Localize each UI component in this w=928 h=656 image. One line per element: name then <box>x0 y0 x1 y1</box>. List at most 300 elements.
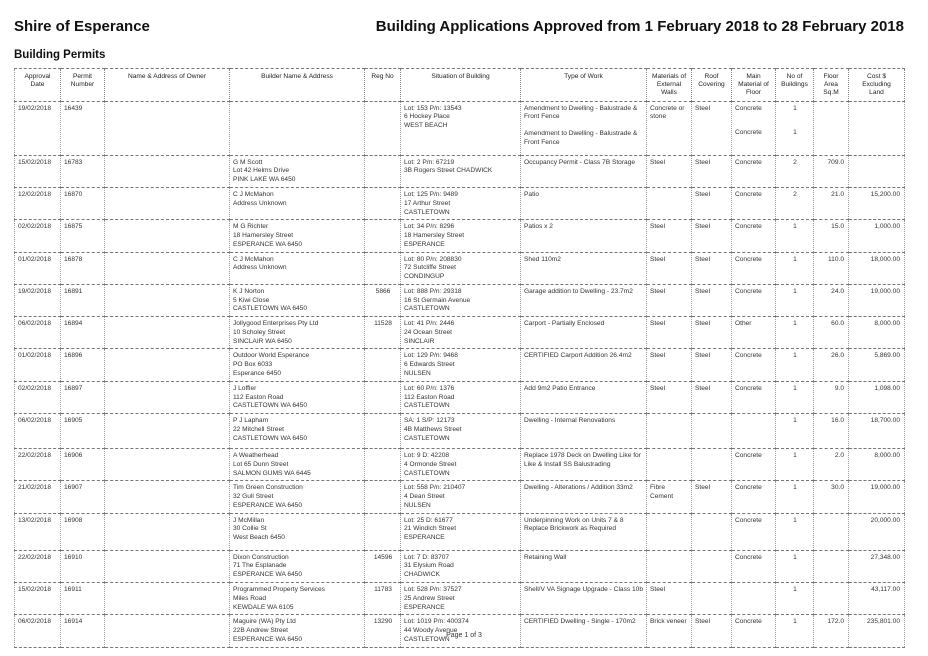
cost-cell <box>849 317 905 349</box>
no-buildings-cell <box>776 155 814 187</box>
cell-text: 709.0 <box>827 158 844 166</box>
materials-walls-cell <box>647 481 692 513</box>
cell-text: Concrete or stone <box>650 104 685 121</box>
type-of-work-cell <box>521 317 647 349</box>
cell-text: 32 Gull Street <box>233 493 274 501</box>
table-row <box>15 513 905 550</box>
cost-cell <box>849 284 905 316</box>
no-buildings-cell <box>776 317 814 349</box>
cell-text: Steel <box>650 320 666 328</box>
approval-date-cell <box>15 582 61 614</box>
cell-text: 18,700.00 <box>870 417 900 425</box>
cell-text: 8,000.00 <box>874 452 900 460</box>
cell-text: 1 <box>793 585 797 593</box>
floor-material-cell <box>732 381 776 413</box>
cell-text: 06/02/2018 <box>18 618 52 626</box>
cell-text: Lot 65 Dunn Street <box>233 460 289 468</box>
owner-cell <box>105 317 230 349</box>
floor-material-cell <box>732 252 776 284</box>
cell-text: Outdoor World Esperance <box>233 352 310 360</box>
floor-material-cell <box>732 101 776 155</box>
cell-text: WEST BEACH <box>404 122 448 130</box>
roof-covering-cell <box>692 101 732 155</box>
cell-text: Lot: 60 P/n: 1376 <box>404 384 455 392</box>
cell-text: Address Unknown <box>233 264 287 272</box>
cell-text: Concrete <box>735 223 762 231</box>
cell-text: 16911 <box>64 585 82 593</box>
cell-text: Lot: 558 P/n: 210407 <box>404 484 466 492</box>
cell-text: 16914 <box>64 618 83 626</box>
cell-text: 06/02/2018 <box>18 417 52 425</box>
cell-text: SINCLAIR <box>404 337 435 345</box>
cell-text: 1 <box>793 618 797 626</box>
column-header-line: Permit <box>72 73 93 80</box>
column-header-line: Number <box>70 81 95 89</box>
permit-number-cell <box>61 252 105 284</box>
approval-date-cell <box>15 615 61 647</box>
cell-text: 235,801.00 <box>866 618 900 626</box>
cell-text: PINK LAKE WA 6450 <box>233 176 296 184</box>
permit-number-cell <box>61 317 105 349</box>
approval-date-cell <box>15 449 61 481</box>
situation-cell <box>401 481 521 513</box>
materials-walls-cell <box>647 155 692 187</box>
col-type-of-work <box>521 69 647 102</box>
cell-text: Steel <box>650 585 666 593</box>
cell-text: 22B Andrew Street <box>233 627 288 635</box>
cost-cell <box>849 449 905 481</box>
page-number: Page 1 of 3 <box>446 632 482 639</box>
no-buildings-cell <box>776 101 814 155</box>
situation-cell <box>401 252 521 284</box>
cell-text: 16.0 <box>831 417 844 425</box>
roof-covering-cell <box>692 449 732 481</box>
cell-text: Maguire (WA) Pty Ltd <box>233 618 296 626</box>
materials-walls-cell <box>647 220 692 252</box>
cell-text: Amendment to Dwelling - Balustrade & Front Fence <box>524 130 638 146</box>
cell-text: M G Richter <box>233 223 269 231</box>
cell-text: 16908 <box>64 516 83 524</box>
cell-text: 10 Scholey Street <box>233 328 286 336</box>
cell-text: Fibre Cement <box>650 484 674 501</box>
col-permit-number <box>61 69 105 102</box>
cell-text: 1 <box>793 352 797 360</box>
permits-table <box>14 68 905 648</box>
cell-text: Steel <box>695 352 711 360</box>
cell-text: Steel <box>695 158 711 166</box>
cell-text: 16894 <box>64 320 83 328</box>
approval-date-cell <box>15 252 61 284</box>
type-of-work-cell <box>521 155 647 187</box>
cell-text: 6 Hockey Place <box>404 113 450 121</box>
floor-area-cell <box>814 220 849 252</box>
floor-material-cell <box>732 317 776 349</box>
floor-area-cell <box>814 155 849 187</box>
cost-cell <box>849 381 905 413</box>
floor-area-cell <box>814 252 849 284</box>
permit-number-cell <box>61 513 105 550</box>
reg-no-cell <box>365 481 401 513</box>
permits-table-wrapper <box>14 68 904 648</box>
cell-text: 72 Sutcliffe Street <box>404 264 456 272</box>
cell-text: CASTLETOWN <box>404 305 450 313</box>
column-header-line: Approval <box>24 73 51 80</box>
cell-text: Lot: 80 P/n: 208830 <box>404 255 462 263</box>
reg-no-cell <box>365 188 401 220</box>
materials-walls-cell <box>647 582 692 614</box>
type-of-work-cell <box>521 349 647 381</box>
cell-text: CASTLETOWN <box>404 208 450 216</box>
no-buildings-cell <box>776 449 814 481</box>
cost-cell <box>849 101 905 155</box>
column-header-line: Floor <box>823 73 839 80</box>
builder-cell <box>230 481 365 513</box>
type-of-work-cell <box>521 188 647 220</box>
owner-cell <box>105 155 230 187</box>
type-of-work-cell <box>521 220 647 252</box>
cost-cell <box>849 155 905 187</box>
permit-number-cell <box>61 188 105 220</box>
type-of-work-cell <box>521 481 647 513</box>
cell-text: PO Box 6033 <box>233 361 273 369</box>
reg-no-cell <box>365 550 401 582</box>
col-approval-date <box>15 69 61 102</box>
cell-text: Occupancy Permit - Class 7B Storage <box>524 158 636 166</box>
cell-text: Replace 1978 Deck on Dwelling Like for Like & Install SS Balustrading <box>524 452 641 468</box>
floor-material-cell <box>732 220 776 252</box>
cell-text: Concrete <box>735 484 762 492</box>
type-of-work-cell <box>521 101 647 155</box>
materials-walls-cell <box>647 449 692 481</box>
table-row <box>15 414 905 449</box>
cell-text: 12/02/2018 <box>18 191 52 198</box>
col-cost <box>849 69 905 102</box>
floor-area-cell <box>814 615 849 647</box>
floor-area-cell <box>814 349 849 381</box>
approval-date-cell <box>15 481 61 513</box>
permit-number-cell <box>61 449 105 481</box>
column-header-line: External <box>656 81 682 89</box>
table-row <box>15 349 905 381</box>
cell-text: J McMillan <box>233 516 265 524</box>
col-reg-no <box>365 69 401 102</box>
type-of-work-cell <box>521 513 647 550</box>
cell-text: Dwelling - Alterations / Addition 33m2 <box>524 484 633 492</box>
cell-text: Lot: 2 P/n: 67219 <box>404 158 455 166</box>
cell-text: A Weatherhead <box>233 452 279 460</box>
approval-date-cell <box>15 550 61 582</box>
cost-cell <box>849 252 905 284</box>
builder-cell <box>230 155 365 187</box>
cell-text: Concrete <box>735 516 762 524</box>
table-row <box>15 449 905 481</box>
materials-walls-cell <box>647 349 692 381</box>
cell-text: 16439 <box>64 104 83 112</box>
situation-cell <box>401 550 521 582</box>
cell-text: 21/02/2018 <box>18 484 52 492</box>
approval-date-cell <box>15 381 61 413</box>
cell-text: 9.0 <box>834 384 844 392</box>
organisation-name: Shire of Esperance <box>14 18 150 35</box>
cost-cell <box>849 582 905 614</box>
cell-text: 8,000.00 <box>874 320 900 328</box>
owner-cell <box>105 349 230 381</box>
cell-text: 1 <box>793 417 797 425</box>
cell-text: Concrete <box>735 287 762 295</box>
column-header-line: Name & Address of Owner <box>127 73 207 80</box>
cell-text: Steel <box>695 320 711 328</box>
cell-text: 18 Hamersley Street <box>404 232 465 240</box>
materials-walls-cell <box>647 615 692 647</box>
table-row <box>15 188 905 220</box>
cell-text: Miles Road <box>233 594 266 602</box>
cell-text: ESPERANCE <box>404 534 445 542</box>
builder-cell <box>230 582 365 614</box>
cell-text: CASTLETOWN <box>404 469 450 477</box>
cell-text: Lot: 125 P/n: 9489 <box>404 191 458 198</box>
cell-text: 17 Arthur Street <box>404 199 451 207</box>
column-header-line: Material of <box>738 81 769 89</box>
column-header-line: Land <box>869 89 884 97</box>
cell-text: 43,117.00 <box>871 585 900 593</box>
cell-text: Steel <box>695 618 711 626</box>
approval-date-cell <box>15 284 61 316</box>
cell-text: West Beach 6450 <box>233 534 285 542</box>
floor-material-cell <box>732 481 776 513</box>
owner-cell <box>105 449 230 481</box>
cell-text: Steel <box>695 287 711 295</box>
cell-text: SINCLAIR WA 6450 <box>233 337 292 345</box>
cell-text: 1,000.00 <box>874 223 900 231</box>
materials-walls-cell <box>647 252 692 284</box>
type-of-work-cell <box>521 550 647 582</box>
cell-text: ESPERANCE WA 6450 <box>233 240 303 248</box>
cell-text: 1 <box>793 104 797 112</box>
owner-cell <box>105 101 230 155</box>
cost-cell <box>849 513 905 550</box>
cell-text: Carport - Partially Enclosed <box>524 320 605 328</box>
cell-text: Steel <box>695 104 711 112</box>
materials-walls-cell <box>647 284 692 316</box>
roof-covering-cell <box>692 481 732 513</box>
materials-walls-cell <box>647 550 692 582</box>
cell-text: 16891 <box>64 287 83 295</box>
cell-text: 2 <box>793 158 797 166</box>
cell-text: 21.0 <box>831 191 844 198</box>
floor-area-cell <box>814 284 849 316</box>
cell-text: 01/02/2018 <box>18 352 52 360</box>
cell-text: CASTLETOWN WA 6450 <box>233 305 308 313</box>
cell-text: 4 Ormonde Street <box>404 460 457 468</box>
cell-text: 06/02/2018 <box>18 320 52 328</box>
cell-text: 15/02/2018 <box>18 585 52 593</box>
cell-text: 26.0 <box>831 352 844 360</box>
column-header-line: Walls <box>661 89 677 97</box>
cell-text: Garage addition to Dwelling - 23.7m2 <box>524 287 633 295</box>
cell-text: Lot 42 Helms Drive <box>233 167 290 175</box>
cell-text: 19,000.00 <box>870 484 900 492</box>
builder-cell <box>230 414 365 449</box>
cell-text: K J Norton <box>233 287 265 295</box>
cell-text: 11528 <box>374 320 392 328</box>
cell-text: Steel <box>650 352 666 360</box>
cell-text: ESPERANCE WA 6450 <box>233 635 303 643</box>
cell-text: CERTIFIED Dwelling - Single - 170m2 <box>524 618 636 626</box>
floor-area-cell <box>814 381 849 413</box>
materials-walls-cell <box>647 101 692 155</box>
cell-text: Steel <box>650 255 666 263</box>
cell-text: 18 Hamersley Street <box>233 232 294 240</box>
floor-material-cell <box>732 449 776 481</box>
cell-text: ESPERANCE WA 6450 <box>233 501 303 509</box>
reg-no-cell <box>365 414 401 449</box>
no-buildings-cell <box>776 615 814 647</box>
cell-text: CONDINGUP <box>404 273 445 281</box>
cell-text: Concrete <box>735 255 762 263</box>
column-header-line: Type of Work <box>564 73 603 80</box>
cell-text: 1 <box>793 223 797 231</box>
reg-no-cell <box>365 582 401 614</box>
col-builder <box>230 69 365 102</box>
floor-area-cell <box>814 101 849 155</box>
cell-text: Concrete <box>735 191 762 198</box>
cell-text: 31 Elysium Road <box>404 562 454 570</box>
reg-no-cell <box>365 252 401 284</box>
reg-no-cell <box>365 101 401 155</box>
cell-text: Concrete <box>735 104 762 112</box>
roof-covering-cell <box>692 582 732 614</box>
reg-no-cell <box>365 284 401 316</box>
reg-no-cell <box>365 513 401 550</box>
cell-text: Steel <box>695 255 711 263</box>
cell-text: 16906 <box>64 452 83 460</box>
owner-cell <box>105 582 230 614</box>
cell-text: CASTLETOWN <box>404 402 450 410</box>
roof-covering-cell <box>692 252 732 284</box>
cell-text: KEWDALE WA 6105 <box>233 603 294 611</box>
no-buildings-cell <box>776 513 814 550</box>
cell-text: Steel <box>650 223 666 231</box>
column-header-line: Materials of <box>651 73 687 80</box>
cell-text: Shed 110m2 <box>524 255 561 263</box>
cell-text: Brick veneer <box>650 618 687 626</box>
permit-number-cell <box>61 381 105 413</box>
roof-covering-cell <box>692 188 732 220</box>
roof-covering-cell <box>692 349 732 381</box>
column-header-line: Area <box>824 81 838 89</box>
cell-text: SALMON GUMS WA 6445 <box>233 469 311 477</box>
cell-text: 18,000.00 <box>870 255 900 263</box>
cell-text: C J McMahon <box>233 255 274 263</box>
cell-text: 5866 <box>375 287 391 295</box>
cell-text: 21 Windich Street <box>404 525 457 533</box>
situation-cell <box>401 155 521 187</box>
cell-text: 16897 <box>64 384 83 392</box>
cell-text: ESPERANCE <box>404 603 445 611</box>
cell-text: 15/02/2018 <box>18 158 52 166</box>
table-row <box>15 284 905 316</box>
permit-number-cell <box>61 481 105 513</box>
materials-walls-cell <box>647 317 692 349</box>
builder-cell <box>230 101 365 155</box>
situation-cell <box>401 317 521 349</box>
cell-text: 1 <box>793 452 797 460</box>
floor-material-cell <box>732 284 776 316</box>
floor-material-cell <box>732 414 776 449</box>
cell-text: ESPERANCE <box>404 240 445 248</box>
cell-text: Jollygood Enterprises Pty Ltd <box>233 320 319 328</box>
cell-text: Concrete <box>735 553 762 561</box>
col-roof-covering <box>692 69 732 102</box>
table-body <box>15 101 905 647</box>
column-header-line: Situation of Building <box>431 73 490 80</box>
cell-text: Lot: 888 P/n: 29318 <box>404 287 462 295</box>
type-of-work-cell <box>521 284 647 316</box>
reg-no-cell <box>365 615 401 647</box>
cell-text: Steel <box>650 384 666 392</box>
cell-text: 1,098.00 <box>874 384 900 392</box>
table-row <box>15 481 905 513</box>
type-of-work-cell <box>521 414 647 449</box>
cell-text: 1 <box>793 553 797 561</box>
no-buildings-cell <box>776 550 814 582</box>
permit-number-cell <box>61 101 105 155</box>
builder-cell <box>230 513 365 550</box>
cell-text: 4B Matthews Street <box>404 425 462 433</box>
type-of-work-cell <box>521 252 647 284</box>
cell-text: Address Unknown <box>233 199 287 207</box>
cell-text: Dwelling - Internal Renovations <box>524 417 616 425</box>
owner-cell <box>105 414 230 449</box>
table-row <box>15 101 905 155</box>
approval-date-cell <box>15 155 61 187</box>
cell-text: 16907 <box>64 484 83 492</box>
cell-text: 13/02/2018 <box>18 516 52 524</box>
no-buildings-cell <box>776 188 814 220</box>
column-header-line: Date <box>30 81 45 89</box>
cell-text: 16783 <box>64 158 83 166</box>
permit-number-cell <box>61 615 105 647</box>
column-header-line: Floor <box>745 89 762 97</box>
cell-text: Lot: 9 D: 42208 <box>404 452 450 460</box>
col-situation <box>401 69 521 102</box>
cell-text: P J Lapham <box>233 417 269 425</box>
cell-text: 112 Easton Road <box>233 393 284 401</box>
cell-text: 27,348.00 <box>870 553 900 561</box>
permit-number-cell <box>61 155 105 187</box>
cell-text: Tim Green Construction <box>233 484 303 492</box>
cell-text: 16875 <box>64 223 83 231</box>
column-header-line: Covering <box>698 81 725 89</box>
col-floor-material <box>732 69 776 102</box>
permit-number-cell <box>61 220 105 252</box>
type-of-work-cell <box>521 615 647 647</box>
cell-text: 19/02/2018 <box>18 104 52 112</box>
cell-text: 4 Dean Street <box>404 493 445 501</box>
cell-text: 25 Andrew Street <box>404 594 455 602</box>
table-header <box>15 69 905 102</box>
column-header-line: Sq.M <box>823 89 839 97</box>
floor-area-cell <box>814 513 849 550</box>
reg-no-cell <box>365 220 401 252</box>
floor-area-cell <box>814 414 849 449</box>
approval-date-cell <box>15 101 61 155</box>
cell-text: 20,000.00 <box>870 516 900 524</box>
cell-text: 02/02/2018 <box>18 384 52 392</box>
cell-text: Patio <box>524 191 540 198</box>
cell-text: 5,869.00 <box>874 352 900 360</box>
cell-text: Steel <box>695 384 711 392</box>
